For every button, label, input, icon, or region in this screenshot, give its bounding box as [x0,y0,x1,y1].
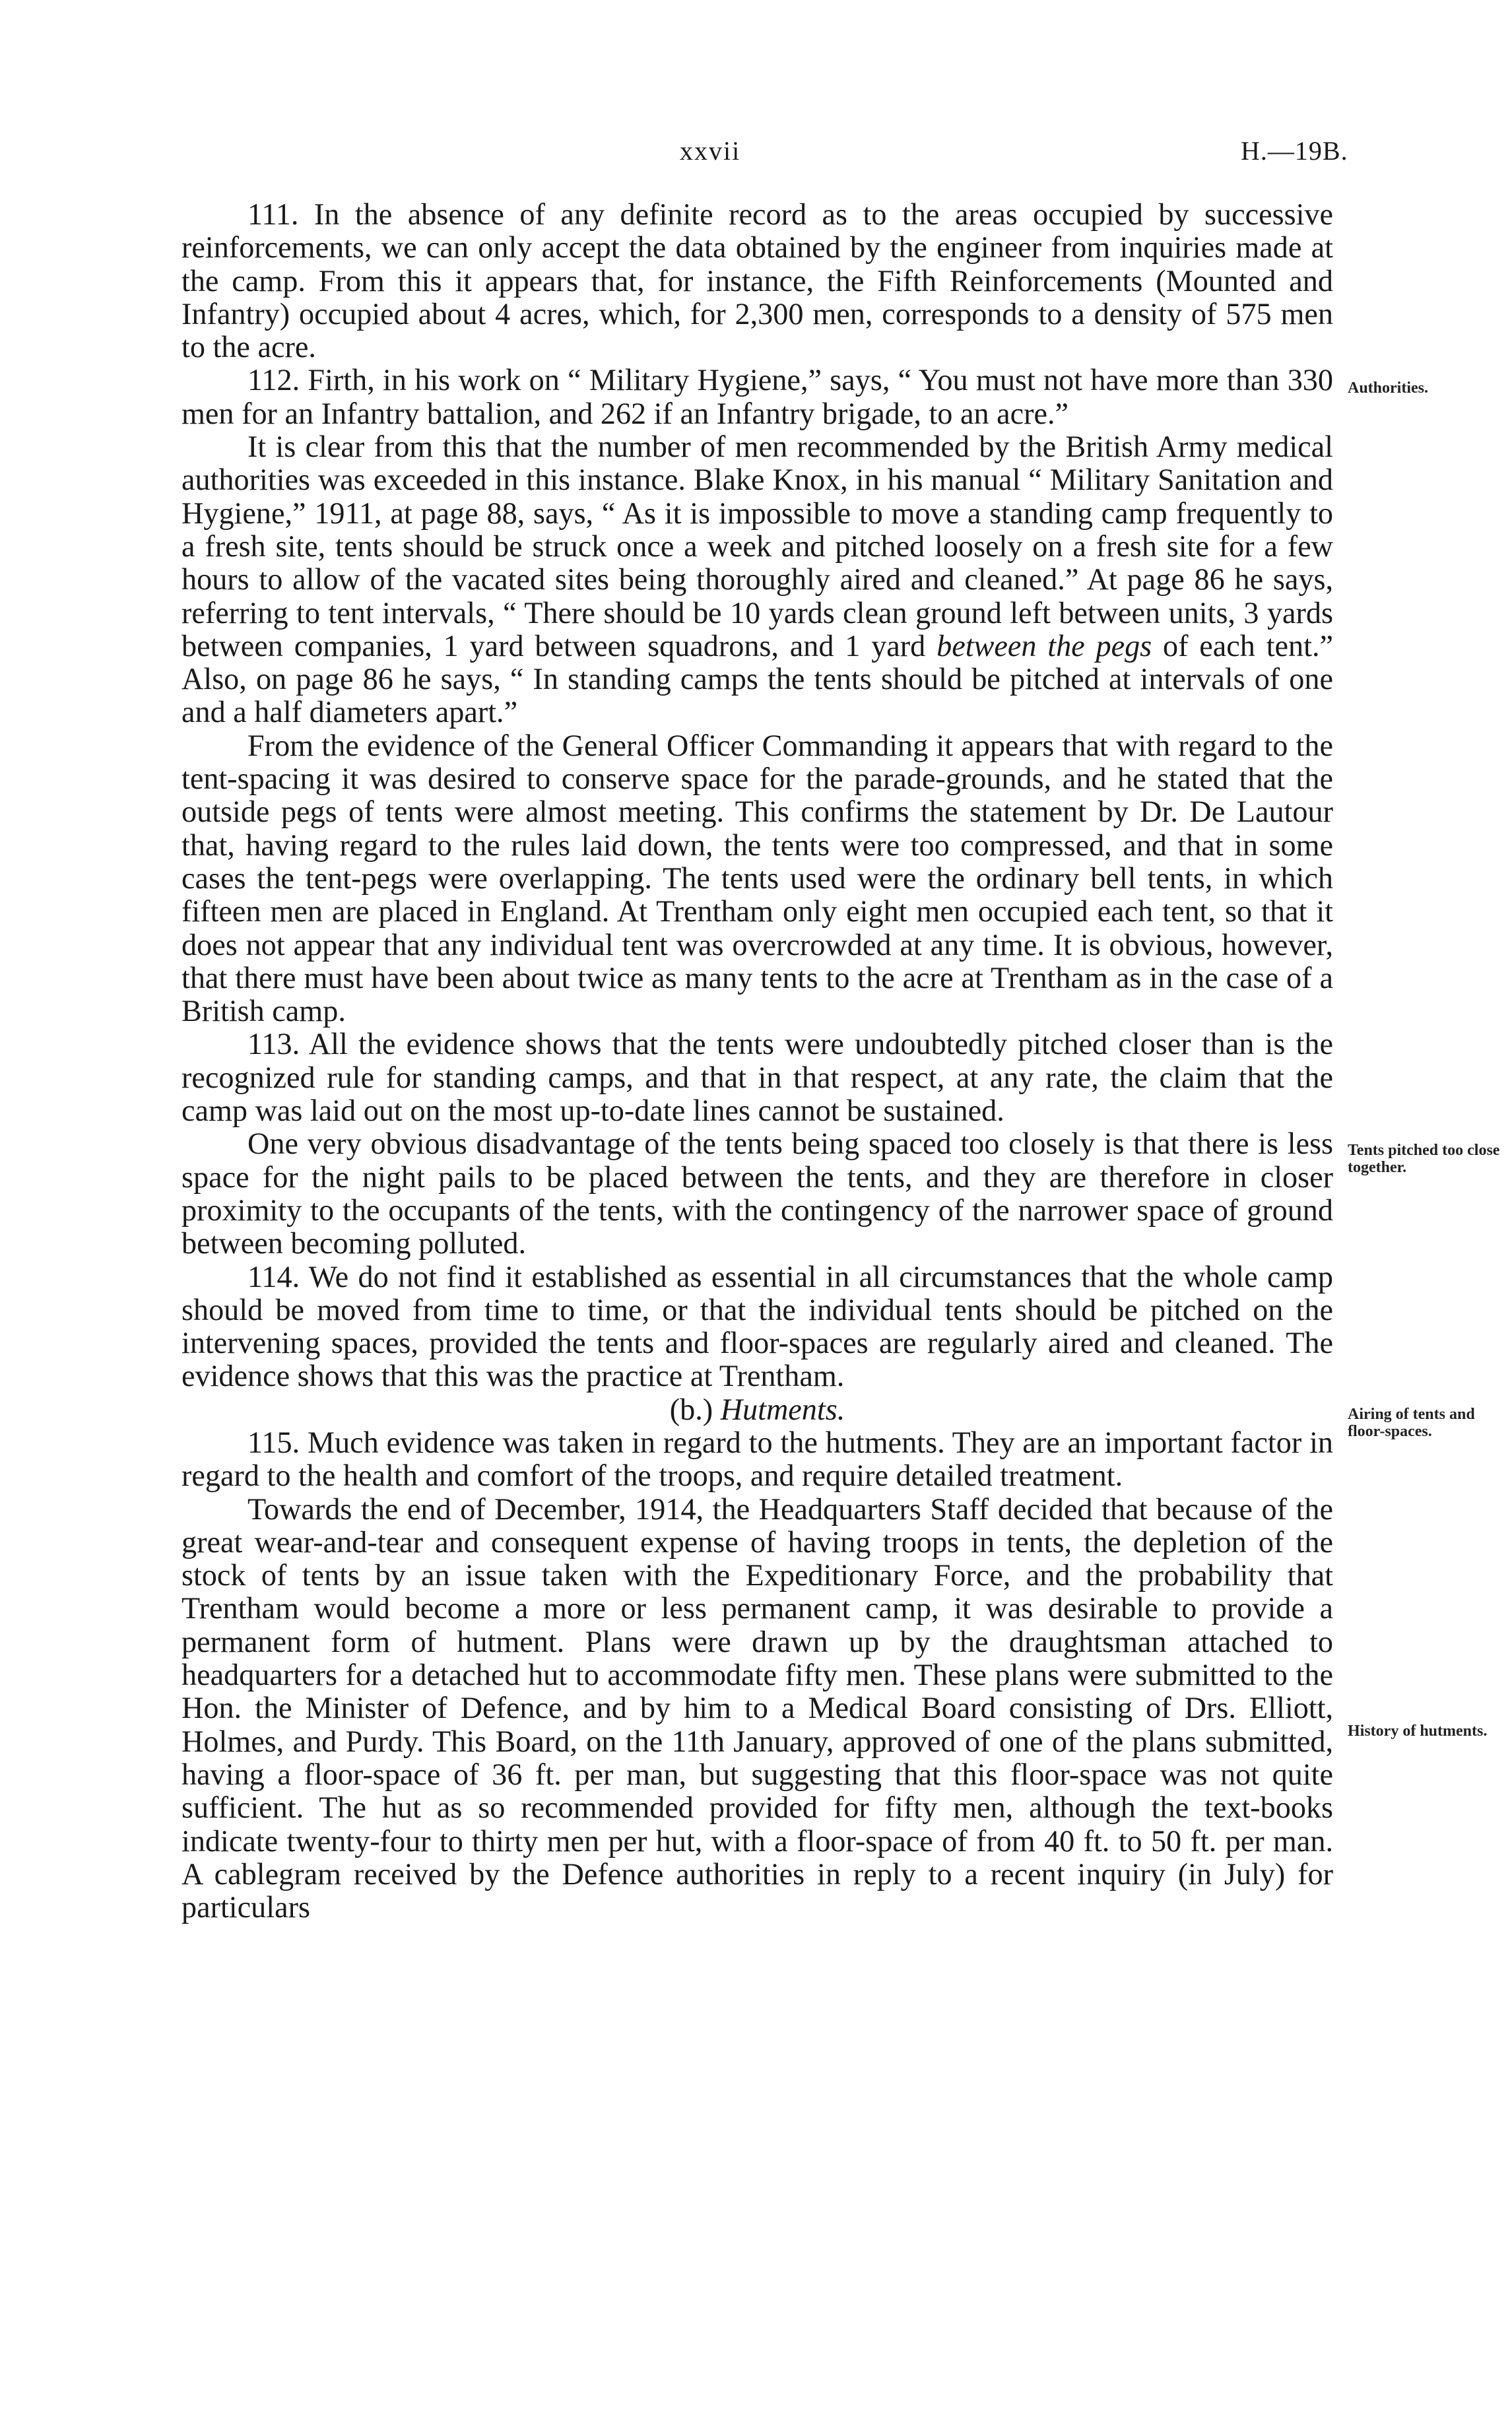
sidenote-history: History of hutments. [1348,1723,1488,1740]
heading-prefix: (b.) [669,1392,721,1426]
paragraph-115-history: Towards the end of December, 1914, the Headquarters Staff decided that because of the great wear-and-tear and consequent expense of having troops in tents, the depletion of the stock of tents by an issue taken with the Expeditionary Force, and the probability that Trentham would become a more or less permanent camp, it was desirable to provide a permanent form of hutment. Plans were drawn up by the draughtsman attached to headquarters for a detached hut to accommodate fifty men. These plans were submitted to the Hon. the Minister of Defence, and by him to a Medical Board consisting of Drs. Elliott, Holmes, and Purdy. This Board, on the 11th January, approved of one of the plans submitted, having a floor-space of 36 ft. per man, but suggesting that this floor-space was not quite sufficient. The hut as so recommended provided for fifty men, although the text-books indicate twenty-four to thirty men per hut, with a floor-space of from 40 ft. to 50 ft. per man. A cablegram received by the Defence authorities in reply to a recent inquiry (in July) for particulars [181,1492,1333,1924]
paragraph-112: 112. Firth, in his work on “ Military Hygiene,” says, “ You must not have more than 330 men for an Infantry battalion, and 262 if an Infantry brigade, to an acre.” [181,363,1333,430]
sidenote-authorities: Authorities. [1348,379,1428,397]
paragraph-114: 114. We do not find it established as essential in all circumstances that the whole camp should be moved from time to time, or that the individual tents should be pitched on the intervening spaces, provided the tents and floor-spaces are regularly aired and cleaned. The evidence shows that this was the practice at Trentham. [181,1259,1333,1393]
paragraph-112-knox [181,430,1333,729]
paragraph-text: of each tent.” Also, on page 86 he says, “ In standing camps the tents should be pitched at intervals of one and a half diameters apart.” [181,628,1334,729]
section-heading-hutments [181,1393,1333,1426]
heading-title: Hutments. [720,1392,845,1426]
paragraph-112-goc: From the evidence of the General Officer Commanding it appears that with regard to the tent-spacing it was desired to conserve space for the parade-grounds, and he stated that the outside pegs of tents were almost meeting. This confirms the statement by Dr. De Lautour that, having regard to the rules laid down, the tents were too compressed, and that in some cases the tent-pegs were overlapping. The tents used were the ordinary bell tents, in which fifteen men are placed in England. At Trentham only eight men occupied each tent, so that it does not appear that any individual tent was overcrowded at any time. It is obvious, however, that there must have been about twice as many tents to the acre at Trentham as in the case of a British camp. [181,728,1333,1028]
document-reference: H.—19B. [1241,136,1348,166]
paragraph-text: It is clear from this that the number of men recommended by the British Army medical authorities was exceeded in this instance. Blake Knox, in his manual “ Military Sanitation and Hygiene,” 1911, at page 88, says, “ As it is impossible to move a standing camp frequently to a fresh site, tents should be struck once a week and pitched loosely on a fresh site for a few hours to allow of the vacated sites being thoroughly aired and cleaned.” At page 86 he says, referring to tent intervals, “ There should be 10 yards clean ground left between units, 3 yards between companies, 1 yard between squadrons, and 1 yard [181,430,1333,663]
sidenote-airing: Airing of tents and floor-spaces. [1348,1406,1475,1440]
sidenote-tents-close: Tents pitched too close together. [1348,1142,1500,1176]
paragraph-113: 113. All the evidence shows that the tents were undoubtedly pitched closer than is the recognized rule for standing camps, and that in that respect, at any rate, the claim that the camp was laid out on the most up-to-date lines cannot be sustained. [181,1027,1333,1128]
paragraph-113-disadvantage: One very obvious disadvantage of the tents being spaced too closely is that there is less space for the night pails to be placed between the tents, and they are therefore in closer proximity to the occupants of the tents, with the contingency of the narrower space of ground between becoming polluted. [181,1127,1333,1261]
paragraph-111: 111. In the absence of any definite record as to the areas occupied by successive reinforcements, we can only accept the data obtained by the engineer from inquiries made at the camp. From this it appears that, for instance, the Fifth Reinforcements (Mounted and Infantry) occupied about 4 acres, which, for 2,300 men, corresponds to a density of 575 men to the acre. [181,197,1333,364]
page-number: xxvii [680,136,741,166]
body-text [181,198,1333,1924]
italic-phrase: between the pegs [937,628,1152,663]
paragraph-115: 115. Much evidence was taken in regard to the hutments. They are an important factor in regard to the health and comfort of the troops, and require detailed treatment. [181,1425,1333,1493]
